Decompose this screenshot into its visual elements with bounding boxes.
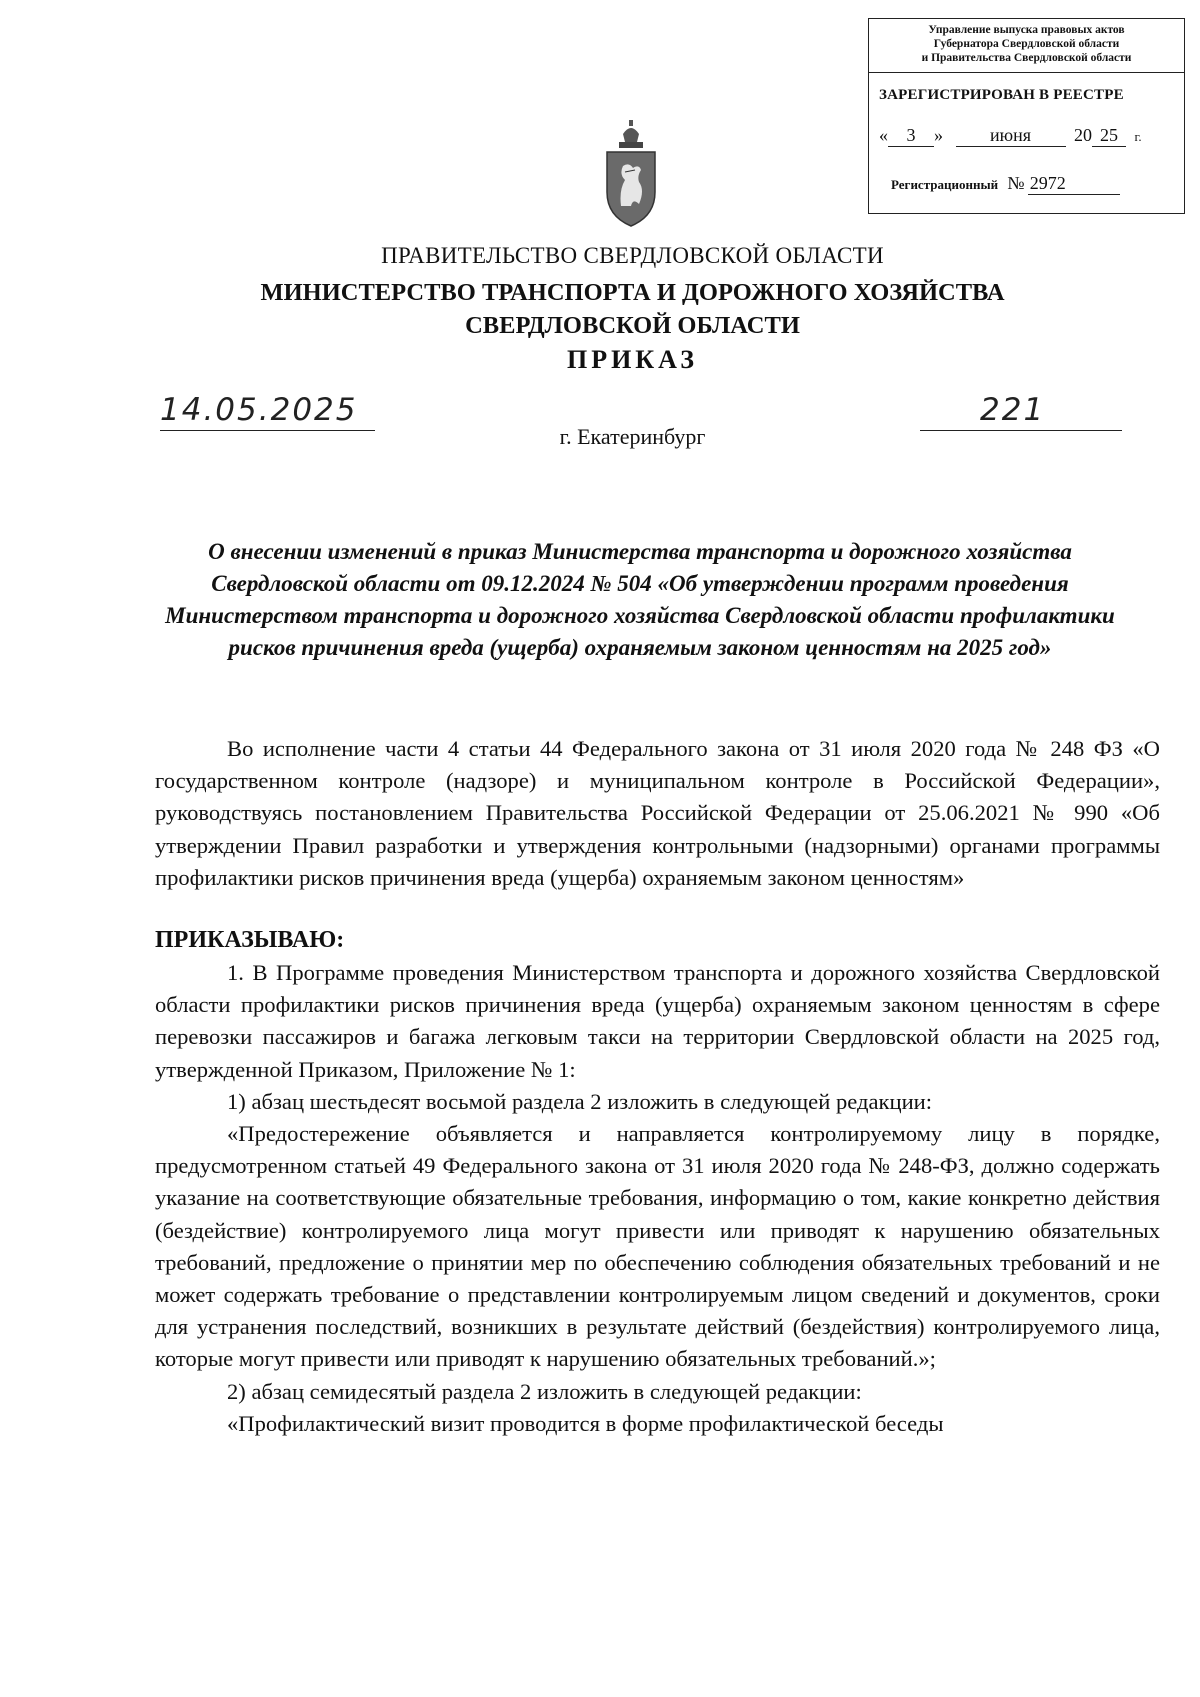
stamp-month: июня — [956, 125, 1066, 147]
stamp-day: 3 — [888, 125, 934, 147]
order-items — [155, 957, 1160, 1440]
stamp-year-unit: г. — [1134, 129, 1142, 144]
stamp-header — [869, 19, 1184, 73]
stamp-reg-label: Регистрационный — [891, 177, 999, 192]
paragraph: 1) абзац шестьдесят восьмой раздела 2 изложить в следующей редакции: — [227, 1088, 933, 1114]
stamp-close-quote: » — [934, 125, 943, 145]
stamp-number-sign: № — [1007, 173, 1025, 193]
order-word: ПРИКАЗЫВАЮ: — [155, 927, 345, 953]
document-type: ПРИКАЗ — [566, 345, 699, 374]
stamp-year-prefix: 20 — [1074, 125, 1092, 145]
paragraph: «Профилактический визит проводится в форме профилактической беседы — [227, 1410, 944, 1436]
preamble — [155, 733, 1160, 894]
paragraph: 1. В Программе проведения Министерством транспорта и дорожного хозяйства Свердловской области профилактики рисков причинения вреда (ущерба) охраняемым законом ценностям в сфере перевозки пассажиров и багажа легковым такси на территории Свердловской области на 2025 год, утвержденной Приказом, Приложение № 1: — [155, 960, 1160, 1082]
city: г. Екатеринбург — [559, 424, 706, 449]
registration-stamp — [868, 18, 1185, 214]
stamp-reg-number — [891, 173, 1120, 195]
paragraph: «Предостережение объявляется и направляется контролируемому лицу в порядке, предусмотренном статьей 49 Федерального закона от 31 июля 2020 года № 248-ФЗ, должно содержать указание на соответствующие обязательные требования, информацию о том, какие конкретно действия (бездействие) контролируемого лица могут привести или приводят к нарушению обязательных требований, предложение о принятии мер по обеспечению соблюдения обязательных требований и не может содержать требование о представлении контролируемым лицом сведений и документов, сроки для устранения последствий, возникших в результате действий (бездействия) контролируемого лица, которые могут привести или приводят к нарушению обязательных требований.»; — [155, 1121, 1160, 1372]
stamp-registered-label: ЗАРЕГИСТРИРОВАН В РЕЕСТРЕ — [879, 87, 1124, 103]
stamp-header-line: Управление выпуска правовых актов — [928, 24, 1125, 36]
preamble-text: Во исполнение части 4 статьи 44 Федерального закона от 31 июля 2020 года № 248 ФЗ «О государственном контроле (надзоре) и муниципальном контроле в Российской Федерации», руководствуясь постановлением Правительства Российской Федерации от 25.06.2021 № 990 «Об утверждении Правил разработки и утверждения контрольными (надзорными) органами программы профилактики рисков причинения вреда (ущерба) охраняемым законом ценностям» — [155, 736, 1160, 890]
paragraph: 2) абзац семидесятый раздела 2 изложить в следующей редакции: — [227, 1378, 862, 1404]
ministry-name — [0, 276, 1200, 342]
ministry-name-line: СВЕРДЛОВСКОЙ ОБЛАСТИ — [465, 312, 800, 339]
stamp-reg-value: 2972 — [1028, 173, 1120, 195]
document-subject: О внесении изменений в приказ Министерства транспорта и дорожного хозяйства Свердловской области от 09.12.2024 № 504 «Об утверждении программ проведения Министерством транспорта и дорожного хозяйства Свердловской области профилактики рисков причинения вреда (ущерба) охраняемым законом ценностям на 2025 год» — [165, 539, 1115, 660]
stamp-header-line: и Правительства Свердловской области — [921, 52, 1132, 64]
stamp-date — [879, 125, 1142, 147]
stamp-open-quote: « — [879, 125, 888, 145]
ministry-name-line: МИНИСТЕРСТВО ТРАНСПОРТА И ДОРОЖНОГО ХОЗЯЙСТВА — [260, 279, 1005, 306]
stamp-header-line: Губернатора Свердловской области — [933, 38, 1120, 50]
handwritten-date: 14.05.2025 — [160, 392, 375, 431]
coat-of-arms-icon — [603, 120, 659, 230]
handwritten-number: 221 — [920, 392, 1122, 431]
stamp-year-suffix: 25 — [1092, 125, 1126, 147]
government-name: ПРАВИТЕЛЬСТВО СВЕРДЛОВСКОЙ ОБЛАСТИ — [381, 243, 884, 268]
